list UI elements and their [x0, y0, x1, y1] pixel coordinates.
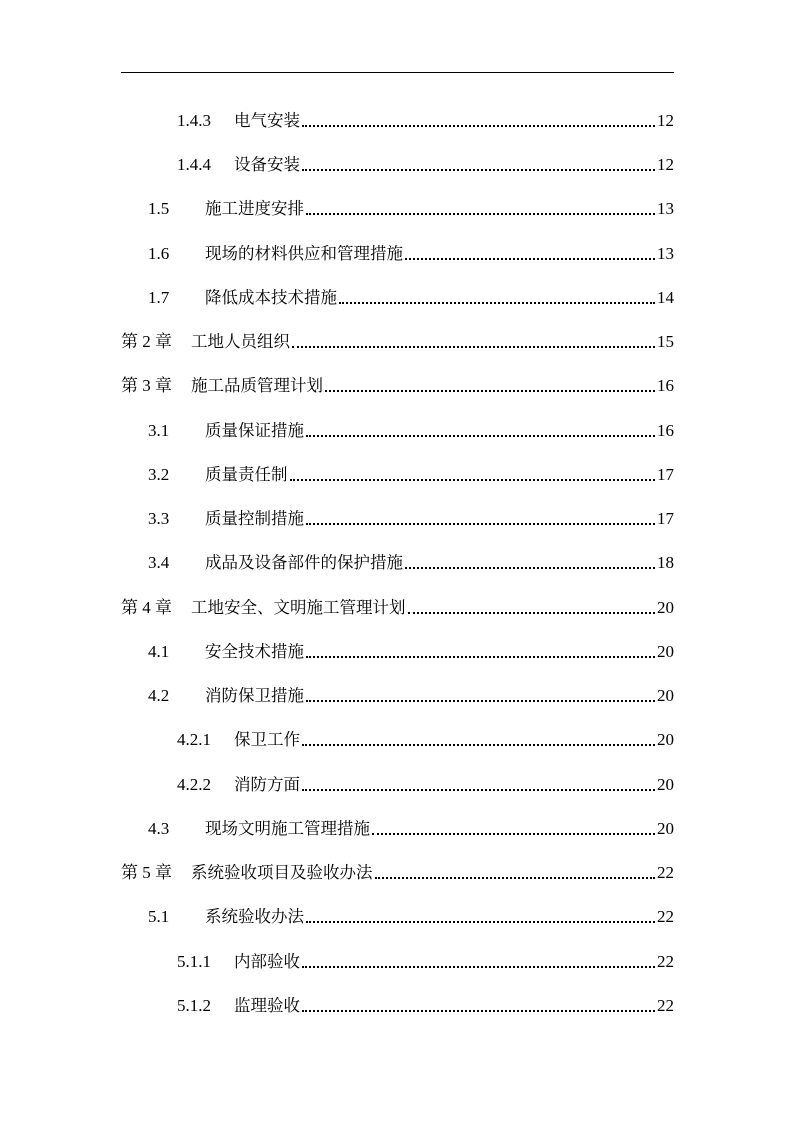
toc-number: 4.3	[148, 819, 170, 838]
dot-leader	[292, 338, 655, 348]
toc-entry-chapter-5[interactable]	[121, 856, 674, 884]
toc-number: 3.1	[148, 421, 170, 440]
toc-number: 4.2	[148, 686, 170, 705]
toc-title: 监理验收	[234, 996, 300, 1015]
toc-number: 1.4.4	[177, 155, 211, 174]
toc-number: 第 4 章	[121, 598, 172, 617]
dot-leader	[372, 825, 655, 835]
toc-page-number: 12	[657, 155, 674, 174]
toc-title: 工地人员组织	[191, 332, 290, 351]
toc-entry-4-2[interactable]	[148, 679, 674, 707]
toc-entry-1-6[interactable]	[148, 237, 674, 265]
toc-number: 5.1.1	[177, 952, 211, 971]
toc-page-number: 15	[657, 332, 674, 351]
dot-leader	[325, 382, 655, 392]
toc-page-number: 13	[657, 199, 674, 218]
toc-title: 施工品质管理计划	[191, 376, 323, 395]
toc-entry-1-4-4[interactable]	[177, 148, 674, 176]
dot-leader	[405, 250, 655, 260]
toc-number: 3.4	[148, 553, 170, 572]
toc-title: 安全技术措施	[205, 642, 304, 661]
toc-title: 质量保证措施	[205, 421, 304, 440]
toc-number: 5.1.2	[177, 996, 211, 1015]
toc-entry-1-7[interactable]	[148, 281, 674, 309]
toc-page-number: 20	[657, 730, 674, 749]
toc-page-number: 22	[657, 952, 674, 971]
toc-page-number: 14	[657, 288, 674, 307]
toc-number: 第 2 章	[121, 332, 172, 351]
dot-leader	[306, 427, 655, 437]
dot-leader	[306, 515, 655, 525]
toc-entry-chapter-4[interactable]	[121, 591, 674, 619]
toc-page-number: 13	[657, 244, 674, 263]
dot-leader	[302, 736, 655, 746]
toc-title: 工地安全、文明施工管理计划	[191, 598, 406, 617]
dot-leader	[302, 781, 655, 791]
dot-leader	[290, 471, 656, 481]
toc-entry-chapter-3[interactable]	[121, 369, 674, 397]
header-rule	[121, 72, 674, 73]
toc-page-number: 18	[657, 553, 674, 572]
toc-title: 现场的材料供应和管理措施	[205, 244, 403, 263]
toc-title: 保卫工作	[234, 730, 300, 749]
dot-leader	[339, 294, 655, 304]
toc-title: 现场文明施工管理措施	[205, 819, 370, 838]
toc-title: 设备安装	[234, 155, 300, 174]
toc-page-number: 22	[657, 907, 674, 926]
toc-number: 1.7	[148, 288, 170, 307]
toc-number: 第 5 章	[121, 863, 172, 882]
dot-leader	[405, 559, 655, 569]
dot-leader	[302, 1002, 655, 1012]
toc-page-number: 20	[657, 775, 674, 794]
toc-title: 系统验收办法	[205, 907, 304, 926]
toc-number: 3.3	[148, 509, 170, 528]
toc-title: 消防方面	[234, 775, 300, 794]
toc-title: 成品及设备部件的保护措施	[205, 553, 403, 572]
toc-title: 系统验收项目及验收办法	[191, 863, 373, 882]
toc-page-number: 16	[657, 421, 674, 440]
toc-page-number: 20	[657, 642, 674, 661]
toc-page-number: 20	[657, 598, 674, 617]
toc-number: 5.1	[148, 907, 170, 926]
toc-number: 4.2.1	[177, 730, 211, 749]
dot-leader	[306, 205, 655, 215]
toc-entry-chapter-2[interactable]	[121, 325, 674, 353]
toc-entry-4-3[interactable]	[148, 812, 674, 840]
dot-leader	[306, 913, 655, 923]
toc-entry-4-2-2[interactable]	[177, 768, 674, 796]
toc-entry-5-1[interactable]	[148, 900, 674, 928]
toc-page-number: 22	[657, 996, 674, 1015]
toc-entry-3-3[interactable]	[148, 502, 674, 530]
dot-leader	[306, 692, 655, 702]
toc-entry-4-1[interactable]	[148, 635, 674, 663]
toc-page-number: 20	[657, 819, 674, 838]
toc-entry-3-2[interactable]	[148, 458, 674, 486]
toc-number: 4.1	[148, 642, 170, 661]
dot-leader	[408, 604, 656, 614]
toc-number: 1.5	[148, 199, 170, 218]
dot-leader	[375, 869, 656, 879]
toc-page-number: 12	[657, 111, 674, 130]
toc-page-number: 16	[657, 376, 674, 395]
toc-title: 消防保卫措施	[205, 686, 304, 705]
toc-title: 质量责任制	[205, 465, 288, 484]
dot-leader	[306, 648, 655, 658]
toc-title: 内部验收	[234, 952, 300, 971]
toc-entry-5-1-1[interactable]	[177, 945, 674, 973]
dot-leader	[302, 958, 655, 968]
toc-number: 4.2.2	[177, 775, 211, 794]
toc-number: 1.4.3	[177, 111, 211, 130]
toc-page-number: 17	[657, 465, 674, 484]
toc-entry-4-2-1[interactable]	[177, 723, 674, 751]
toc-title: 质量控制措施	[205, 509, 304, 528]
toc-entry-3-4[interactable]	[148, 546, 674, 574]
toc-number: 3.2	[148, 465, 170, 484]
toc-title: 电气安装	[234, 111, 300, 130]
toc-title: 降低成本技术措施	[205, 288, 337, 307]
toc-entry-5-1-2[interactable]	[177, 989, 674, 1017]
toc-number: 1.6	[148, 244, 170, 263]
toc-page-number: 22	[657, 863, 674, 882]
dot-leader	[302, 161, 655, 171]
toc-entry-1-5[interactable]	[148, 192, 674, 220]
toc-entry-1-4-3[interactable]	[177, 104, 674, 132]
toc-page-number: 17	[657, 509, 674, 528]
dot-leader	[302, 117, 655, 127]
toc-entry-3-1[interactable]	[148, 414, 674, 442]
toc-page-number: 20	[657, 686, 674, 705]
toc-number: 第 3 章	[121, 376, 172, 395]
toc-title: 施工进度安排	[205, 199, 304, 218]
